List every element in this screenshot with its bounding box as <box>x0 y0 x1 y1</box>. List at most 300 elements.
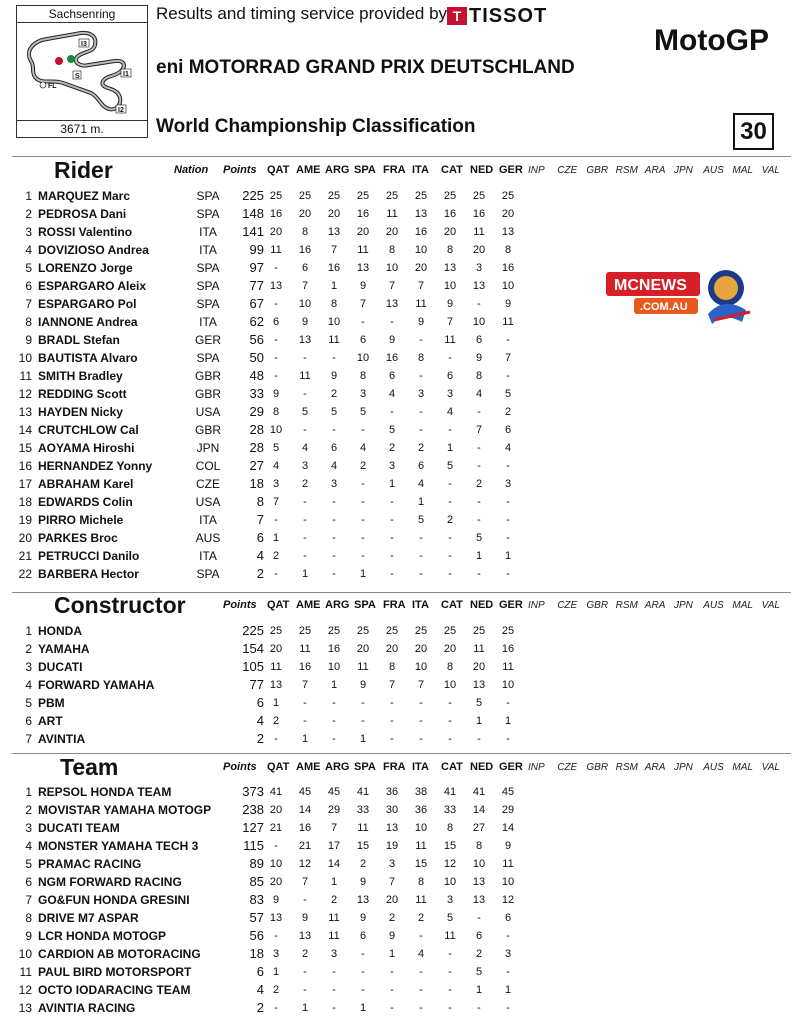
race-points-fra: 8 <box>388 661 396 673</box>
total-points: 148 <box>242 206 264 221</box>
future-column-header-jpn: JPN <box>674 165 693 176</box>
constructor-name: AVINTIA <box>38 732 86 746</box>
table-row <box>0 277 797 295</box>
race-points-cat: - <box>448 550 452 562</box>
race-points-qat: 20 <box>269 226 283 238</box>
race-points-qat: 10 <box>269 858 283 870</box>
race-points-qat: 10 <box>269 424 283 436</box>
divider <box>12 753 791 754</box>
rider-name: EDWARDS Colin <box>38 495 133 509</box>
position: 19 <box>18 513 32 527</box>
race-points-arg: 7 <box>330 822 338 834</box>
future-column-header-ara: ARA <box>644 762 666 773</box>
total-points: 28 <box>249 422 264 437</box>
race-points-qat: 13 <box>269 280 283 292</box>
race-points-ger: - <box>506 460 510 472</box>
position: 12 <box>18 983 32 997</box>
race-points-spa: 20 <box>356 643 370 655</box>
total-points: 4 <box>256 982 264 997</box>
race-points-ame: 12 <box>298 858 312 870</box>
table-row <box>0 730 797 748</box>
position: 15 <box>18 441 32 455</box>
race-column-header-spa: SPA <box>354 599 376 611</box>
race-points-ame: - <box>303 352 307 364</box>
race-points-cat: 8 <box>446 822 454 834</box>
race-points-fra: 9 <box>388 334 396 346</box>
table-row <box>0 259 797 277</box>
race-points-ned: 25 <box>472 625 486 637</box>
race-points-ame: 1 <box>301 733 309 745</box>
future-column-header-ara: ARA <box>644 600 666 611</box>
race-points-cat: - <box>448 733 452 745</box>
race-points-arg: 11 <box>328 334 340 346</box>
constructor-name: DUCATI <box>38 660 83 674</box>
race-points-ger: - <box>506 1002 510 1014</box>
race-points-ger: - <box>506 697 510 709</box>
nation: SPA <box>196 351 220 365</box>
race-points-fra: 4 <box>388 388 396 400</box>
position: 22 <box>18 567 32 581</box>
logo-text: MCNEWS <box>614 277 687 294</box>
total-points: 6 <box>256 530 264 545</box>
race-points-fra: - <box>390 514 394 526</box>
table-row <box>0 622 797 640</box>
race-points-qat: 2 <box>272 984 280 996</box>
rider-name: ABRAHAM Karel <box>38 477 134 491</box>
race-points-ned: - <box>477 1002 481 1014</box>
total-points: 77 <box>249 278 264 293</box>
future-column-header-mal: MAL <box>732 600 753 611</box>
position: 13 <box>18 405 32 419</box>
race-points-fra: 20 <box>385 894 399 906</box>
race-points-ita: 7 <box>417 679 425 691</box>
race-points-ame: 6 <box>301 262 309 274</box>
race-points-ame: 1 <box>301 568 309 580</box>
constructor-name: YAMAHA <box>38 642 90 656</box>
position: 5 <box>25 261 32 275</box>
race-column-header-ita: ITA <box>412 164 429 176</box>
race-points-arg: 13 <box>327 226 341 238</box>
race-points-ame: 16 <box>298 244 312 256</box>
race-points-ger: 8 <box>504 244 512 256</box>
race-points-ame: 25 <box>298 190 312 202</box>
race-points-fra: - <box>390 733 394 745</box>
race-points-spa: 9 <box>359 280 367 292</box>
race-points-spa: - <box>361 478 365 490</box>
table-row <box>0 891 797 909</box>
position: 18 <box>18 495 32 509</box>
race-column-header-ame: AME <box>296 599 321 611</box>
total-points: 33 <box>249 386 264 401</box>
race-points-ame: 21 <box>298 840 312 852</box>
table-row <box>0 927 797 945</box>
total-points: 127 <box>242 820 264 835</box>
race-points-qat: - <box>274 298 278 310</box>
race-points-cat: - <box>448 424 452 436</box>
position: 3 <box>25 660 32 674</box>
race-points-fra: 9 <box>388 930 396 942</box>
constructor-name: FORWARD YAMAHA <box>38 678 155 692</box>
race-points-ita: - <box>419 697 423 709</box>
total-points: 141 <box>242 224 264 239</box>
future-column-header-aus: AUS <box>703 762 724 773</box>
future-column-header-inp: INP <box>528 165 545 176</box>
track-name: Sachsenring <box>16 5 148 23</box>
race-points-cat: 5 <box>446 912 454 924</box>
table-row <box>0 676 797 694</box>
total-points: 99 <box>249 242 264 257</box>
future-column-header-cze: CZE <box>557 165 578 176</box>
rider-name: BRADL Stefan <box>38 333 120 347</box>
future-column-header-mal: MAL <box>732 165 753 176</box>
race-points-qat: - <box>274 262 278 274</box>
race-points-arg: 14 <box>327 858 341 870</box>
race-points-ger: 25 <box>501 190 515 202</box>
race-points-ger: 10 <box>501 280 515 292</box>
race-points-ame: 13 <box>298 334 312 346</box>
team-name: DUCATI TEAM <box>38 821 120 835</box>
table-row <box>0 385 797 403</box>
position: 4 <box>25 678 32 692</box>
race-points-qat: 8 <box>272 406 280 418</box>
race-points-arg: - <box>332 496 336 508</box>
position: 6 <box>25 875 32 889</box>
race-points-cat: 12 <box>443 858 457 870</box>
race-points-ame: 7 <box>301 876 309 888</box>
race-points-qat: - <box>274 514 278 526</box>
race-points-ned: - <box>477 298 481 310</box>
team-name: MONSTER YAMAHA TECH 3 <box>38 839 199 853</box>
nation: SPA <box>196 279 220 293</box>
race-points-ned: 10 <box>472 316 486 328</box>
race-points-ita: 9 <box>417 316 425 328</box>
table-row <box>0 855 797 873</box>
race-points-qat: 1 <box>272 697 280 709</box>
race-points-ame: - <box>303 697 307 709</box>
race-column-header-fra: FRA <box>383 599 406 611</box>
race-points-ita: - <box>419 1002 423 1014</box>
position: 4 <box>25 839 32 853</box>
race-points-arg: - <box>332 514 336 526</box>
race-column-header-fra: FRA <box>383 164 406 176</box>
position: 5 <box>25 696 32 710</box>
team-section-header <box>0 755 797 779</box>
table-row <box>0 981 797 999</box>
race-points-arg: - <box>332 424 336 436</box>
race-column-header-cat: CAT <box>441 164 463 176</box>
track-length: 3671 m. <box>16 120 148 138</box>
race-points-qat: 25 <box>269 190 283 202</box>
rider-name: HAYDEN Nicky <box>38 405 123 419</box>
race-points-spa: 1 <box>359 568 367 580</box>
race-points-arg: 7 <box>330 244 338 256</box>
race-points-cat: 20 <box>443 643 457 655</box>
race-points-arg: 3 <box>330 478 338 490</box>
race-points-fra: 6 <box>388 370 396 382</box>
position: 10 <box>18 351 32 365</box>
table-row <box>0 945 797 963</box>
race-points-fra: 30 <box>385 804 399 816</box>
race-points-spa: - <box>361 966 365 978</box>
total-points: 2 <box>256 566 264 581</box>
future-column-header-val: VAL <box>761 600 780 611</box>
rider-section-header <box>0 158 797 182</box>
race-points-arg: - <box>332 568 336 580</box>
race-points-spa: 20 <box>356 226 370 238</box>
race-points-arg: - <box>332 1002 336 1014</box>
nation-column-header: Nation <box>174 164 209 176</box>
race-points-qat: 20 <box>269 804 283 816</box>
total-points: 27 <box>249 458 264 473</box>
race-points-spa: 7 <box>359 298 367 310</box>
future-column-header-gbr: GBR <box>586 165 609 176</box>
total-points: 56 <box>249 332 264 347</box>
race-points-ame: - <box>303 388 307 400</box>
table-row <box>0 837 797 855</box>
team-name: DRIVE M7 ASPAR <box>38 911 139 925</box>
position: 9 <box>25 333 32 347</box>
race-points-cat: 10 <box>443 280 457 292</box>
team-name: NGM FORWARD RACING <box>38 875 182 889</box>
nation: COL <box>195 459 221 473</box>
race-points-arg: 1 <box>330 280 338 292</box>
race-points-ger: 5 <box>504 388 512 400</box>
total-points: 85 <box>249 874 264 889</box>
race-points-spa: 25 <box>356 625 370 637</box>
race-points-fra: 25 <box>385 625 399 637</box>
nation: USA <box>195 405 221 419</box>
table-row <box>0 439 797 457</box>
race-points-ned: - <box>477 514 481 526</box>
race-points-spa: 5 <box>359 406 367 418</box>
race-points-ger: - <box>506 334 510 346</box>
race-points-arg: 16 <box>327 262 341 274</box>
rider-name: PIRRO Michele <box>38 513 124 527</box>
race-points-ita: - <box>419 424 423 436</box>
race-points-ame: 1 <box>301 1002 309 1014</box>
race-points-arg: - <box>332 984 336 996</box>
race-column-header-spa: SPA <box>354 164 376 176</box>
race-points-fra: 20 <box>385 226 399 238</box>
table-row <box>0 529 797 547</box>
race-points-fra: 7 <box>388 679 396 691</box>
rider-name: ROSSI Valentino <box>38 225 133 239</box>
nation: CZE <box>196 477 220 491</box>
race-points-fra: - <box>390 316 394 328</box>
future-column-header-gbr: GBR <box>586 762 609 773</box>
rider-name: AOYAMA Hiroshi <box>38 441 135 455</box>
race-points-fra: - <box>390 568 394 580</box>
total-points: 6 <box>256 695 264 710</box>
nation: GBR <box>194 387 221 401</box>
race-points-ger: 4 <box>504 442 512 454</box>
race-points-qat: 9 <box>272 894 280 906</box>
nation: ITA <box>199 549 217 563</box>
nation: SPA <box>196 261 220 275</box>
race-points-qat: 20 <box>269 643 283 655</box>
team-name: CARDION AB MOTORACING <box>38 947 201 961</box>
race-points-cat: - <box>448 697 452 709</box>
race-points-ita: 5 <box>417 514 425 526</box>
position: 4 <box>25 243 32 257</box>
race-points-cat: 11 <box>444 334 456 346</box>
race-points-arg: - <box>332 697 336 709</box>
future-column-header-aus: AUS <box>703 600 724 611</box>
race-column-header-arg: ARG <box>325 761 350 773</box>
sponsor-name: TISSOT <box>469 4 548 27</box>
race-points-ned: 4 <box>475 388 483 400</box>
race-points-ger: 29 <box>501 804 515 816</box>
total-points: 67 <box>249 296 264 311</box>
nation: SPA <box>196 567 220 581</box>
race-points-qat: - <box>274 352 278 364</box>
race-points-ame: - <box>303 984 307 996</box>
race-points-fra: 7 <box>388 876 396 888</box>
race-points-qat: 9 <box>272 388 280 400</box>
race-points-ger: 10 <box>501 679 515 691</box>
race-points-ame: 25 <box>298 625 312 637</box>
race-points-qat: 13 <box>269 912 283 924</box>
race-points-ned: 9 <box>475 352 483 364</box>
race-points-ita: - <box>419 334 423 346</box>
team-name: GO&FUN HONDA GRESINI <box>38 893 190 907</box>
race-points-cat: - <box>448 984 452 996</box>
race-points-spa: 13 <box>356 262 370 274</box>
race-points-ned: 5 <box>475 697 483 709</box>
rider-name: PARKES Broc <box>38 531 118 545</box>
points-column-header: Points <box>223 761 257 773</box>
race-points-ame: - <box>303 550 307 562</box>
position: 21 <box>18 549 32 563</box>
race-points-spa: 16 <box>356 208 370 220</box>
race-points-ned: 8 <box>475 370 483 382</box>
rider-name: CRUTCHLOW Cal <box>38 423 139 437</box>
section-title: Team <box>60 754 119 780</box>
race-points-ned: - <box>477 568 481 580</box>
nation: SPA <box>196 297 220 311</box>
race-points-spa: 9 <box>359 679 367 691</box>
position: 14 <box>18 423 32 437</box>
race-points-spa: 11 <box>357 244 369 256</box>
race-points-fra: 16 <box>385 352 399 364</box>
future-column-header-mal: MAL <box>732 762 753 773</box>
total-points: 105 <box>242 659 264 674</box>
race-column-header-qat: QAT <box>267 599 290 611</box>
position: 1 <box>25 624 32 638</box>
race-points-fra: - <box>390 406 394 418</box>
table-row <box>0 999 797 1017</box>
team-name: PRAMAC RACING <box>38 857 142 871</box>
race-points-fra: 2 <box>388 912 396 924</box>
race-points-fra: 20 <box>385 643 399 655</box>
nation: ITA <box>199 315 217 329</box>
total-points: 56 <box>249 928 264 943</box>
race-points-ita: 10 <box>414 822 428 834</box>
race-points-arg: - <box>332 715 336 727</box>
team-name: OCTO IODARACING TEAM <box>38 983 191 997</box>
race-column-header-arg: ARG <box>325 599 350 611</box>
table-row <box>0 313 797 331</box>
race-column-header-ita: ITA <box>412 599 429 611</box>
total-points: 62 <box>249 314 264 329</box>
table-row <box>0 801 797 819</box>
race-points-arg: - <box>332 966 336 978</box>
total-points: 154 <box>242 641 264 656</box>
race-points-qat: 21 <box>269 822 283 834</box>
race-points-spa: 3 <box>359 388 367 400</box>
race-points-spa: 8 <box>359 370 367 382</box>
race-points-ame: 16 <box>298 661 312 673</box>
race-points-qat: 11 <box>270 244 282 256</box>
race-points-ger: 11 <box>502 316 514 328</box>
race-points-ned: 2 <box>475 948 483 960</box>
race-points-ita: 1 <box>417 496 425 508</box>
race-points-spa: 1 <box>359 733 367 745</box>
race-points-ame: 9 <box>301 912 309 924</box>
race-points-qat: - <box>274 733 278 745</box>
race-points-fra: - <box>390 532 394 544</box>
race-points-fra: 3 <box>388 858 396 870</box>
total-points: 2 <box>256 1000 264 1015</box>
race-points-spa: 10 <box>356 352 370 364</box>
race-points-ger: - <box>506 966 510 978</box>
race-points-arg: 45 <box>327 786 341 798</box>
table-row <box>0 421 797 439</box>
race-points-spa: 2 <box>359 460 367 472</box>
race-points-ger: - <box>506 930 510 942</box>
race-points-spa: 1 <box>359 1002 367 1014</box>
race-points-ame: 4 <box>301 442 309 454</box>
table-row <box>0 331 797 349</box>
race-points-qat: 11 <box>270 661 282 673</box>
team-name: PAUL BIRD MOTORSPORT <box>38 965 192 979</box>
race-points-cat: - <box>448 352 452 364</box>
nation: JPN <box>196 441 220 455</box>
race-points-spa: 11 <box>357 822 369 834</box>
race-points-ger: 1 <box>504 550 512 562</box>
race-points-qat: 7 <box>272 496 280 508</box>
rider-name: IANNONE Andrea <box>38 315 138 329</box>
race-points-cat: 10 <box>443 679 457 691</box>
race-points-cat: 25 <box>443 190 457 202</box>
race-points-ita: 10 <box>414 661 428 673</box>
race-points-ger: - <box>506 370 510 382</box>
race-points-spa: 11 <box>357 661 369 673</box>
total-points: 48 <box>249 368 264 383</box>
race-points-ger: - <box>506 568 510 580</box>
race-points-spa: - <box>361 532 365 544</box>
race-column-header-ned: NED <box>470 599 494 611</box>
race-points-cat: - <box>448 966 452 978</box>
race-points-ame: 45 <box>298 786 312 798</box>
nation: GBR <box>194 369 221 383</box>
race-points-fra: 7 <box>388 280 396 292</box>
race-points-ame: - <box>303 894 307 906</box>
race-points-ita: - <box>419 370 423 382</box>
constructor-name: PBM <box>38 696 65 710</box>
race-points-ame: - <box>303 496 307 508</box>
table-row <box>0 640 797 658</box>
race-points-ame: 7 <box>301 679 309 691</box>
race-points-cat: 11 <box>444 930 456 942</box>
table-row <box>0 873 797 891</box>
race-points-cat: 2 <box>446 514 454 526</box>
future-column-header-rsm: RSM <box>615 600 638 611</box>
position: 3 <box>25 821 32 835</box>
race-points-ned: - <box>477 496 481 508</box>
race-points-ita: 2 <box>417 912 425 924</box>
race-points-cat: 13 <box>443 262 457 274</box>
